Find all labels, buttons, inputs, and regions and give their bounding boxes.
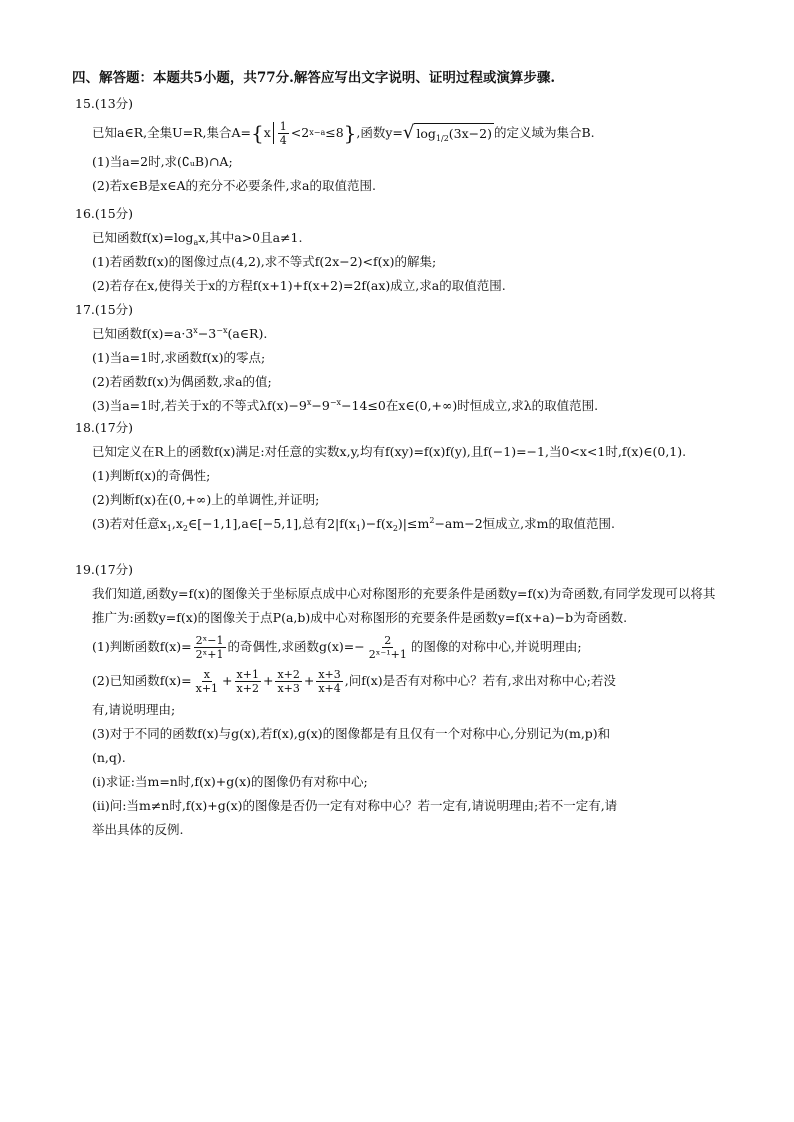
left-brace: {	[251, 121, 264, 145]
problem-17-q3: (3)当a=1时,若关于x的不等式$\lambda f(x)-9^x-9^{-x}-14\le 0$在x∈(0,+∞)时恒成立,求λ的取值范围.	[92, 398, 599, 413]
problem-16-q2: (2)若存在x,使得关于x的方程f(x+1)+f(x+2)=2f(ax)成立,求a的取值范围.	[92, 278, 506, 293]
problem-15	[75, 92, 725, 198]
problem-19-q3: (3)对于不同的函数f(x)与g(x),若f(x),g(x)的图像都是有且仅有一个对称中心,分别记为(m,p)和	[92, 726, 611, 741]
problem-16-header: 16.(15分)	[75, 206, 134, 221]
problem-19	[75, 558, 725, 842]
problem-15-header: 15.(13分)	[75, 96, 134, 111]
problem-19-q3-cont: (n,q).	[92, 750, 126, 765]
problem-15-q1: (1)当a=2时,求(∁ᵤB)∩A;	[92, 154, 233, 169]
problem-15-intro: 已知a∈R,全集U=R,集合A= { x $\frac{1}{4}$ <2 x−a ≤8 } ,函数y= √ $\log_{1/2}(3x-2)$ 的定义域为集合B.	[92, 119, 595, 147]
problem-16-q1: (1)若函数f(x)的图像过点(4,2),求不等式f(2x−2)<f(x)的解集;	[92, 254, 437, 269]
problem-18-header: 18.(17分)	[75, 420, 134, 435]
problem-19-qii-cont: 举出具体的反例.	[92, 822, 184, 837]
problem-18-q1: (1)判断f(x)的奇偶性;	[92, 468, 211, 483]
problem-19-intro: 我们知道,函数y=f(x)的图像关于坐标原点成中心对称图形的充要条件是函数y=f(x)为奇函数,有同学发现可以将其推广为:函数y=f(x)的图像关于点P(a,b)成中心对称图形的充要条件是函数y=f(x+a)−b为奇函数.	[92, 586, 716, 625]
fraction-f1: $\frac{\text{2ˣ−1}}{\text{2ˣ+1}}$	[195, 633, 224, 661]
problem-17-intro: 已知函数$f(x)=a\cdot 3^x-3^{-x}(a\in R)$.	[92, 326, 268, 341]
fraction-g: $\frac{2}{\text{2ˣ⁻¹+1}}$	[368, 633, 407, 661]
problem-18-q3: (3)若对任意$x_1,x_2\in[-1,1],a\in[-5,1]$,总有$2|f(x_1)-f(x_2)|\le m^2-am-2$恒成立,求m的取值范围.	[92, 516, 615, 533]
fraction-t3: $\frac{x+2}{x+3}$	[277, 667, 300, 695]
problem-19-qii: (ii)问:当m≠n时,f(x)+g(x)的图像是否仍一定有对称中心？若一定有,请说明理由;若不一定有,请	[92, 798, 618, 813]
problem-15-q2: (2)若x∈B是x∈A的充分不必要条件,求a的取值范围.	[92, 178, 376, 193]
sqrt-expression: √ $\log_{1/2}(3x-2)$	[402, 122, 492, 143]
problem-18-q2: (2)判断f(x)在(0,+∞)上的单调性,并证明;	[92, 492, 320, 507]
problem-17-q1: (1)当a=1时,求函数f(x)的零点;	[92, 350, 266, 365]
problem-19-q1: (1)判断函数f(x)= $\frac{\text{2ˣ−1}}{\text{2ˣ+1}}$ 的奇偶性,求函数g(x)=− $\frac{2}{\text{2ˣ⁻¹+1}}$ 的图像的对称中心,并说明理由;	[92, 633, 582, 661]
problem-18-intro: 已知定义在R上的函数f(x)满足:对任意的实数x,y,均有f(xy)=f(x)f(y),且f(−1)=−1,当0<x<1时,f(x)∈(0,1).	[92, 444, 687, 459]
fraction-one-quarter: $\frac{1}{4}$	[279, 119, 287, 147]
right-brace: }	[343, 121, 357, 145]
problem-17-q2: (2)若函数f(x)为偶函数,求a的值;	[92, 374, 272, 389]
radical-sign: √	[402, 122, 415, 143]
fraction-t1: $\frac{x}{x+1}$	[195, 667, 219, 695]
problem-19-header: 19.(17分)	[75, 562, 134, 577]
problem-19-q2: (2)已知函数f(x)= $\frac{x}{x+1}$ + $\frac{x+1}{x+2}$ + $\frac{x+2}{x+3}$ + $\frac{x+3}{x+4}$ ,问f(x)是否有对称中心？若有,求出对称中心;若没	[92, 667, 616, 695]
problem-16-intro: 已知函数$f(x)=\log_ax$,其中a>0且a≠1.	[92, 230, 303, 247]
problem-19-q2-cont: 有,请说明理由;	[92, 702, 176, 717]
fraction-t2: $\frac{x+1}{x+2}$	[236, 667, 259, 695]
fraction-t4: $\frac{x+3}{x+4}$	[318, 667, 341, 695]
problem-17	[75, 298, 725, 418]
problem-19-qi: (i)求证:当m=n时,f(x)+g(x)的图像仍有对称中心;	[92, 774, 368, 789]
section-title: 四、解答题：本题共5小题，共77分.解答应写出文字说明、证明过程或演算步骤.	[72, 70, 556, 86]
problem-17-header: 17.(15分)	[75, 302, 134, 317]
set-bar	[273, 122, 274, 144]
problem-16	[75, 202, 725, 298]
problem-18	[75, 416, 725, 536]
